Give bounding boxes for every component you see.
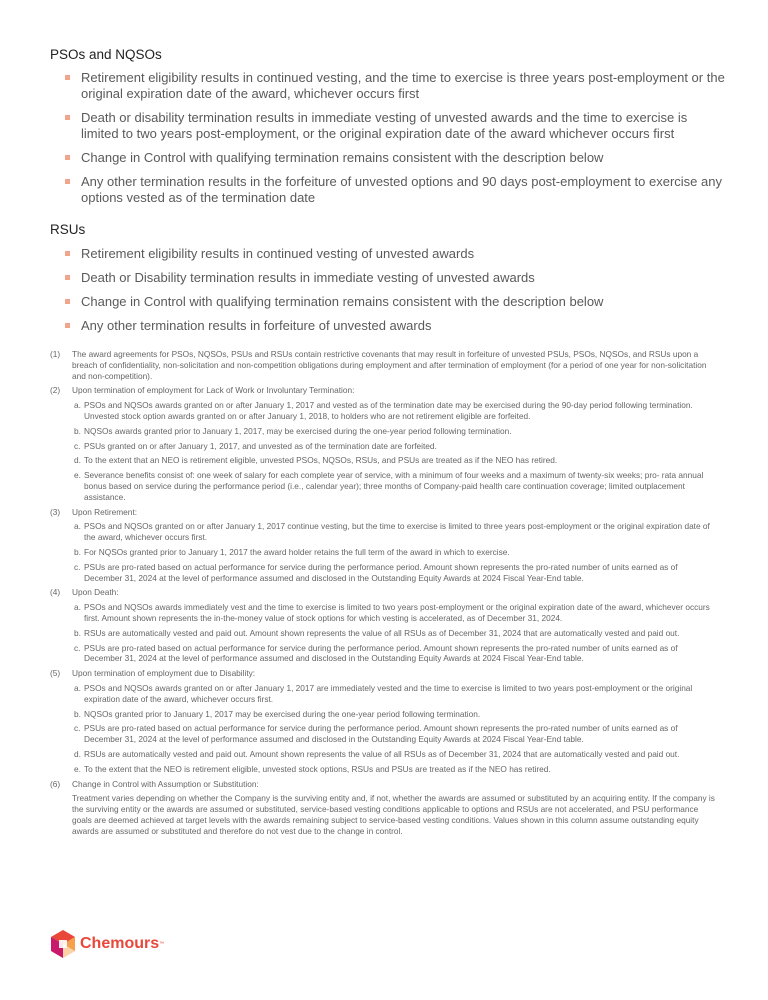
chemours-wordmark: Chemours [80, 935, 160, 952]
footnote-subitem [72, 426, 718, 437]
subitem-text: Severance benefits consist of: one week of salary for each complete year of service, with a minimum of four weeks and a maximum of twenty-six weeks; pro- rata annual bonus based on service during the performance period (i.e., calendar year); three months of Company-paid health care continuation coverage; limited outplacement assistance. [84, 470, 704, 502]
subitem-letter: c. [74, 642, 81, 653]
footnote [50, 349, 718, 381]
footnote-number: (6) [50, 778, 61, 789]
bullet-text: Death or Disability termination results in immediate vesting of unvested awards [81, 270, 535, 285]
footnote-number: (4) [50, 587, 61, 598]
footnote-subitem [72, 400, 718, 422]
footnote-number: (5) [50, 668, 61, 679]
psos-bullet-item [65, 174, 725, 206]
subitem-text: For NQSOs granted prior to January 1, 2017 the award holder retains the full term of the award in which to exercise. [84, 546, 510, 557]
footnote [50, 668, 718, 774]
footnote-subitem [72, 562, 718, 584]
bullet-text: Retirement eligibility results in continued vesting of unvested awards [81, 246, 475, 261]
trademark-symbol: ™ [159, 941, 165, 947]
bullet-square-icon [65, 275, 70, 280]
subitem-text: PSOs and NQSOs awards granted on or after January 1, 2017 and vested as of the termination date may be exercised during the 90-day period following termination. Unvested stock option awards granted on or after January 1, 2018, to holders who are not retirement eligible are forfeited. [84, 400, 693, 421]
bullet-text: Retirement eligibility results in continued vesting, and the time to exercise is three years post-employment or the original expiration date of the award, whichever occurs first [81, 70, 725, 101]
footnote-text: Change in Control with Assumption or Substitution: [72, 778, 259, 789]
bullet-square-icon [65, 299, 70, 304]
rsus-bullet-list [65, 246, 725, 342]
footnote-number: (3) [50, 506, 61, 517]
footnote-paragraph: Treatment varies depending on whether the Company is the surviving entity and, if not, whether the awards are assumed or substituted by an acquiring entity. If the company is the surviving entity or the awards are assumed or substituted, service-based vesting conditions applicable to options and RSUs are not accelerated, and PSU performance goals are deemed achieved at target levels with the awards remaining subject to service-based vesting conditions. Values shown in this column assume outstanding equity awards are assumed or substituted and therefore do not vest due to the change in control. [72, 793, 715, 836]
subitem-letter: a. [74, 521, 81, 532]
rsus-bullet-item [65, 294, 725, 310]
bullet-square-icon [65, 115, 70, 120]
footnote-subitem [72, 749, 718, 760]
subitem-letter: d. [74, 455, 81, 466]
bullet-text: Change in Control with qualifying termination remains consistent with the description below [81, 294, 604, 309]
subitem-letter: b. [74, 627, 81, 638]
subitem-text: To the extent that an NEO is retirement eligible, unvested PSOs, NQSOs, RSUs, and PSUs are treated as if the NEO has retired. [84, 455, 558, 466]
subitem-letter: c. [74, 561, 81, 572]
subitem-text: PSUs are pro-rated based on actual performance for service during the performance period. Amount shown represents the pro-rated number of units earned as of December 31, 2024 at the level of performance assumed and disclosed in the Outstanding Equity Awards at 2024 Fiscal Year-End table. [84, 561, 678, 583]
subitem-letter: c. [74, 723, 81, 734]
subitem-text: PSUs are pro-rated based on actual performance for service during the performance period. Amount shown represents the pro-rated number of units earned as of December 31, 2024 at the level of performance assumed and disclosed in the Outstanding Equity Awards at 2024 Fiscal Year-End table. [84, 723, 678, 745]
subitem-text: PSOs and NQSOs awards granted on or after January 1, 2017 are immediately vested and the time to exercise is limited to two years post-employment or the original expiration date of the award, whichever occurs first. [84, 682, 693, 704]
subitem-letter: e. [74, 763, 81, 774]
footnote-text: The award agreements for PSOs, NQSOs, PSUs and RSUs contain restrictive covenants that may result in forfeiture of unvested PSUs, PSOs, NQSOs, and RSUs upon a breach of confidentiality, non-solicitation and non-competition obligations during employment and after termination of employment (for a period of one year for non-solicitation and non-competition). [72, 349, 707, 381]
subitem-text: RSUs are automatically vested and paid out. Amount shown represents the value of all RSUs as of December 31, 2024 that are automatically vested and paid out. [84, 748, 680, 759]
footnote-subitem [72, 470, 718, 502]
subitem-letter: e. [74, 470, 81, 481]
bullet-square-icon [65, 75, 70, 80]
subitem-letter: d. [74, 748, 81, 759]
rsus-bullet-item [65, 246, 725, 262]
bullet-square-icon [65, 155, 70, 160]
footnote-subitem [72, 723, 718, 745]
footnote-subitem [72, 683, 718, 705]
footnote [50, 507, 718, 584]
chemours-hexagon-icon [50, 930, 76, 958]
footnote-text: Upon termination of employment due to Disability: [72, 668, 256, 679]
footnote-subitem [72, 547, 718, 558]
psos-bullet-item [65, 70, 725, 102]
footnote-subitem [72, 521, 718, 543]
footnote-subitem [72, 602, 718, 624]
footnote-subitem [72, 764, 718, 775]
subitem-text: RSUs are automatically vested and paid out. Amount shown represents the value of all RSUs as of December 31, 2024 that are automatically vested and paid out. [84, 627, 680, 638]
footnotes [50, 349, 718, 840]
footnote-subitem [72, 441, 718, 452]
bullet-square-icon [65, 323, 70, 328]
footnote-text: Upon Retirement: [72, 506, 138, 517]
psos-bullet-item [65, 150, 725, 166]
footnote-number: (1) [50, 349, 61, 359]
subitem-letter: a. [74, 400, 81, 411]
subitem-letter: b. [74, 425, 81, 436]
footnote-subitem [72, 709, 718, 720]
subitem-text: PSUs granted on or after January 1, 2017, and unvested as of the termination date are forfeited. [84, 440, 437, 451]
bullet-text: Death or disability termination results in immediate vesting of unvested awards and the time to exercise is limited to two years post-employment, or the original expiration date of the award whichever occurs first [81, 110, 688, 141]
footnote-number: (2) [50, 385, 61, 396]
subitem-text: NQSOs granted prior to January 1, 2017 may be exercised during the one-year period following termination. [84, 708, 481, 719]
footnote-subitem [72, 455, 718, 466]
psos-bullet-list [65, 70, 725, 214]
footnote [50, 779, 718, 837]
subitem-text: PSOs and NQSOs granted on or after January 1, 2017 continue vesting, but the time to exercise is limited to three years post-employment or the original expiration date of the award, whichever occurs first. [84, 521, 710, 543]
chemours-logo [50, 930, 164, 958]
subitem-letter: b. [74, 546, 81, 557]
rsus-bullet-item [65, 318, 725, 334]
subitem-text: To the extent that the NEO is retirement eligible, unvested stock options, RSUs and PSUs are treated as if the NEO has retired. [84, 763, 551, 774]
bullet-text: Any other termination results in the forfeiture of unvested options and 90 days post-employment to exercise any options vested as of the termination date [81, 174, 722, 205]
footnote-text: Upon Death: [72, 587, 119, 598]
subitem-letter: c. [74, 440, 81, 451]
subitem-letter: b. [74, 708, 81, 719]
subitem-text: PSUs are pro-rated based on actual performance for service during the performance period. Amount shown represents the pro-rated number of units earned as of December 31, 2024 at the level of performance assumed and disclosed in the Outstanding Equity Awards at 2024 Fiscal Year-End table. [84, 642, 678, 664]
subitem-text: NQSOs awards granted prior to January 1, 2017, may be exercised during the one-year period following termination. [84, 425, 512, 436]
subitem-text: PSOs and NQSOs awards immediately vest and the time to exercise is limited to two years post-employment or the original expiration date of the award, whichever occurs first. Amount shown represents the in-the-money value of stock options for which vesting is accelerated, as of December 31, 2024. [84, 602, 710, 623]
bullet-square-icon [65, 179, 70, 184]
footnote [50, 385, 718, 502]
footnote [50, 587, 718, 664]
subitem-letter: a. [74, 682, 81, 693]
subitem-letter: a. [74, 602, 81, 613]
psos-heading: PSOs and NQSOs [50, 47, 162, 62]
footnote-subitem [72, 643, 718, 665]
bullet-text: Change in Control with qualifying termination remains consistent with the description below [81, 150, 604, 165]
footnote-subitem [72, 628, 718, 639]
psos-bullet-item [65, 110, 725, 142]
rsus-heading: RSUs [50, 222, 86, 237]
bullet-square-icon [65, 251, 70, 256]
rsus-bullet-item [65, 270, 725, 286]
bullet-text: Any other termination results in forfeiture of unvested awards [81, 318, 432, 333]
footnote-text: Upon termination of employment for Lack of Work or Involuntary Termination: [72, 385, 355, 396]
